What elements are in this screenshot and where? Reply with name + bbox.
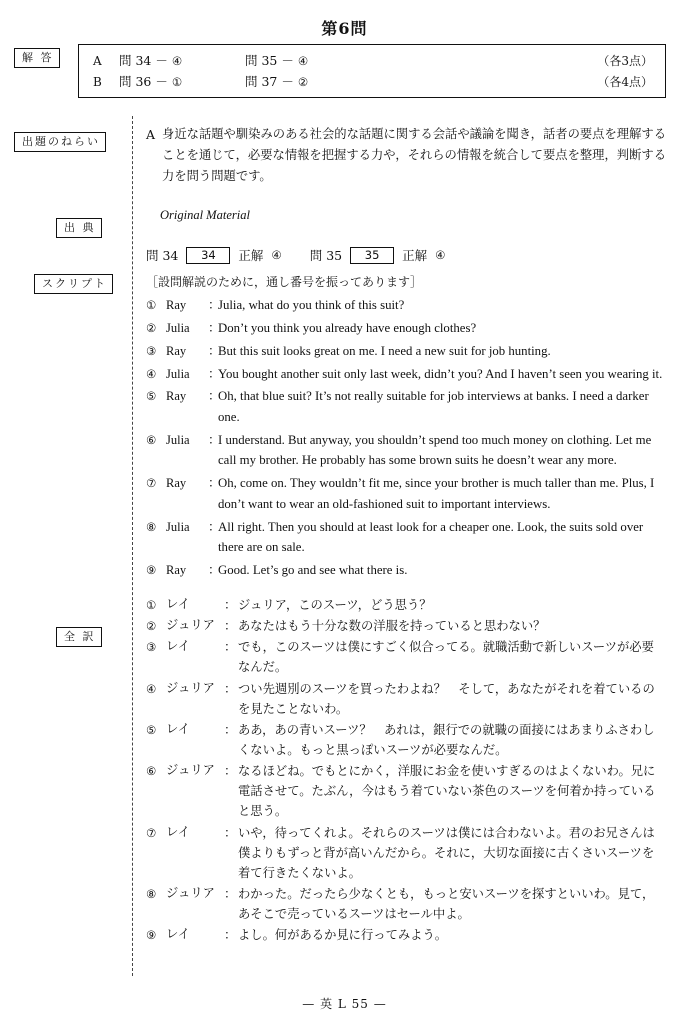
translation-colon: ：	[224, 824, 237, 840]
translation-line	[146, 925, 666, 945]
question-35-box: 35	[350, 247, 394, 264]
dialogue-colon: ：	[208, 519, 221, 534]
translation-text: なるほどね。でもとにかく，洋服にお金を使いすぎるのはよくないわ。兄に電話させて。たぶん，今はもう着ていない茶色のスーツを何着か持っていると思う。	[238, 764, 656, 819]
dialogue-text: You bought another suit only last week, didn’t you? And I haven’t seen you wearing it.	[218, 366, 663, 381]
dialogue-speaker: Julia	[166, 432, 190, 447]
aim-tag	[14, 132, 106, 152]
dialogue-list	[146, 295, 666, 580]
question-35-correct-label: 正解	[402, 247, 428, 263]
translation-line	[146, 720, 666, 760]
translation-speaker: レイ	[166, 927, 190, 942]
answer-choice: ④	[171, 54, 183, 68]
question-35-correct-choice: ④	[435, 248, 446, 263]
translation-colon: ：	[224, 596, 237, 612]
translation-number: ①	[146, 597, 157, 612]
answer-points: （各4点）	[597, 75, 653, 89]
translation-speaker: レイ	[166, 596, 190, 611]
translation-text: つい先週別のスーツを買ったわよね？ そして，あなたがそれを着ているのを見たことないわ。	[238, 681, 655, 716]
translation-line	[146, 595, 666, 615]
translation-line	[146, 679, 666, 719]
dialogue-speaker: Ray	[166, 476, 187, 491]
translation-list	[146, 595, 666, 946]
translation-colon: ：	[224, 763, 237, 779]
source-tag-label: 出 典	[56, 218, 102, 238]
dialogue-colon: ：	[208, 432, 221, 447]
translation-text: でも，このスーツは僕にすごく似合ってる。就職活動で新しいスーツが必要なんだ。	[238, 640, 654, 675]
dashed-divider	[132, 116, 133, 976]
translation-colon: ：	[224, 721, 237, 737]
dialogue-colon: ：	[208, 366, 221, 381]
answer-question-label: 問 35 －	[245, 53, 294, 68]
translation-number: ⑧	[146, 887, 157, 902]
source-text: Original Material	[160, 208, 250, 223]
question-34-box: 34	[186, 247, 230, 264]
translation-tag	[56, 627, 102, 647]
translation-speaker: ジュリア	[166, 886, 215, 901]
dialogue-line	[146, 473, 666, 514]
translation-text: よし。何があるか見に行ってみよう。	[238, 928, 448, 943]
translation-text: ジュリア，このスーツ，どう思う？	[238, 597, 432, 612]
translation-number: ⑥	[146, 764, 157, 779]
answer-item	[245, 72, 371, 90]
translation-colon: ：	[224, 617, 237, 633]
dialogue-colon: ：	[208, 298, 221, 313]
answer-question-label: 問 34 －	[119, 53, 168, 68]
answer-item	[119, 51, 245, 69]
page-footer: — 英 L 55 —	[302, 997, 387, 1011]
dialogue-number: ⑦	[146, 476, 157, 491]
translation-colon: ：	[224, 886, 237, 902]
answer-row	[93, 51, 653, 72]
question-34-label: 問 34	[146, 247, 179, 263]
translation-text: いや，待ってくれよ。それらのスーツは僕には合わないよ。君のお兄さんは僕よりもずっと背が高いんだから。それに，大切な面接に古くさいスーツを着て行きたくないよ。	[238, 825, 655, 880]
question-answer-line	[146, 246, 666, 266]
dialogue-line	[146, 318, 666, 339]
dialogue-text: Oh, come on. They wouldn’t fit me, since your brother is much taller than me. Plus, I don’t want to wear an old-fashioned suit to important interviews.	[218, 476, 655, 511]
answer-choice: ②	[297, 75, 309, 89]
answer-choice: ④	[297, 54, 309, 68]
dialogue-text: Don’t you think you already have enough clothes?	[218, 321, 477, 336]
translation-line	[146, 823, 666, 883]
dialogue-speaker: Ray	[166, 389, 187, 404]
translation-text: ああ，あの青いスーツ？ あれは，銀行での就職の面接にはあまりふさわしくないよ。もっと黒っぽいスーツが必要なんだ。	[238, 722, 655, 757]
dialogue-colon: ：	[208, 389, 221, 404]
translation-speaker: レイ	[166, 721, 190, 736]
dialogue-number: ⑤	[146, 389, 157, 404]
translation-number: ③	[146, 640, 157, 655]
dialogue-colon: ：	[208, 476, 221, 491]
translation-text: あなたはもう十分な数の洋服を持っていると思わない？	[238, 618, 546, 633]
aim-block	[146, 124, 666, 187]
dialogue-speaker: Ray	[166, 343, 187, 358]
translation-speaker: ジュリア	[166, 617, 215, 632]
translation-number: ⑤	[146, 722, 157, 737]
aim-text: 身近な話題や馴染みのある社会的な話題に関する会話や議論を聞き，話者の要点を理解することを通じて，必要な情報を把握する力や，それらの情報を統合して要点を整理，判断する力を問う問題です。	[162, 127, 666, 184]
dialogue-number: ②	[146, 321, 157, 336]
answer-item	[119, 72, 245, 90]
dialogue-number: ④	[146, 366, 157, 381]
translation-number: ⑨	[146, 928, 157, 943]
script-tag	[34, 274, 113, 294]
question-35-label: 問 35	[309, 247, 343, 263]
dialogue-text: Oh, that blue suit? It’s not really suitable for job interviews at banks. I need a darker one.	[218, 389, 649, 424]
translation-speaker: ジュリア	[166, 763, 215, 778]
dialogue-speaker: Julia	[166, 366, 190, 381]
answer-item	[245, 51, 371, 69]
question-34-correct-label: 正解	[238, 247, 264, 263]
dialogue-number: ⑥	[146, 432, 157, 447]
translation-text: わかった。だったら少なくとも，もっと安いスーツを探すといいわ。見て，あそこで売っているスーツはセール中よ。	[238, 887, 655, 922]
dialogue-text: All right. Then you should at least look for a cheaper one. Look, the suits sold over there are on sale.	[218, 519, 644, 555]
dialogue-number: ①	[146, 298, 157, 313]
dialogue-colon: ：	[208, 343, 221, 358]
dialogue-number: ⑧	[146, 519, 157, 534]
dialogue-speaker: Julia	[166, 321, 190, 336]
script-tag-label: スクリプト	[34, 274, 113, 294]
dialogue-line	[146, 517, 666, 558]
dialogue-text: Julia, what do you think of this suit?	[218, 298, 405, 313]
translation-speaker: レイ	[166, 824, 190, 839]
dialogue-line	[146, 386, 666, 427]
translation-tag-label: 全 訳	[56, 627, 102, 647]
answer-group: B	[93, 75, 102, 89]
translation-colon: ：	[224, 639, 237, 655]
dialogue-speaker: Ray	[166, 562, 187, 577]
translation-number: ④	[146, 681, 157, 696]
dialogue-text: But this suit looks great on me. I need a new suit for job hunting.	[218, 343, 551, 358]
translation-speaker: ジュリア	[166, 680, 215, 695]
dialogue-speaker: Julia	[166, 519, 190, 534]
aim-section-mark: A	[146, 127, 156, 142]
dialogue-line	[146, 341, 666, 362]
answer-points: （各3点）	[597, 54, 653, 68]
dialogue-line	[146, 430, 666, 471]
dialogue-speaker: Ray	[166, 298, 187, 313]
answer-tag	[14, 48, 60, 68]
dialogue-line	[146, 295, 666, 316]
aim-tag-label: 出題のねらい	[14, 132, 106, 152]
body-column	[146, 124, 666, 947]
answer-tag-label: 解 答	[14, 48, 60, 68]
translation-line	[146, 616, 666, 636]
page-title: 第6問	[321, 19, 368, 38]
translation-line	[146, 761, 666, 821]
translation-speaker: レイ	[166, 639, 190, 654]
dialogue-number: ③	[146, 343, 157, 358]
dialogue-text: Good. Let’s go and see what there is.	[218, 562, 408, 577]
answer-choice: ①	[171, 75, 183, 89]
answer-box	[78, 44, 666, 98]
dialogue-number: ⑨	[146, 562, 157, 577]
script-note: ［設問解説のために，通し番号を振ってあります］	[146, 274, 423, 289]
question-34-correct-choice: ④	[271, 248, 282, 263]
translation-line	[146, 637, 666, 677]
answer-question-label: 問 37 －	[245, 74, 294, 89]
answer-question-label: 問 36 －	[119, 74, 168, 89]
answer-row	[93, 72, 653, 93]
dialogue-line	[146, 364, 666, 385]
answer-group: A	[93, 54, 102, 68]
dialogue-colon: ：	[208, 321, 221, 336]
translation-number: ⑦	[146, 825, 157, 840]
dialogue-colon: ：	[208, 562, 221, 577]
translation-number: ②	[146, 618, 157, 633]
translation-colon: ：	[224, 680, 237, 696]
translation-colon: ：	[224, 927, 237, 943]
translation-line	[146, 884, 666, 924]
dialogue-text: I understand. But anyway, you shouldn’t spend too much money on clothing. Let me call my brother. He probably has some brown suits he doesn’t wear any more.	[218, 432, 652, 468]
dialogue-line	[146, 560, 666, 581]
source-tag	[56, 218, 102, 238]
